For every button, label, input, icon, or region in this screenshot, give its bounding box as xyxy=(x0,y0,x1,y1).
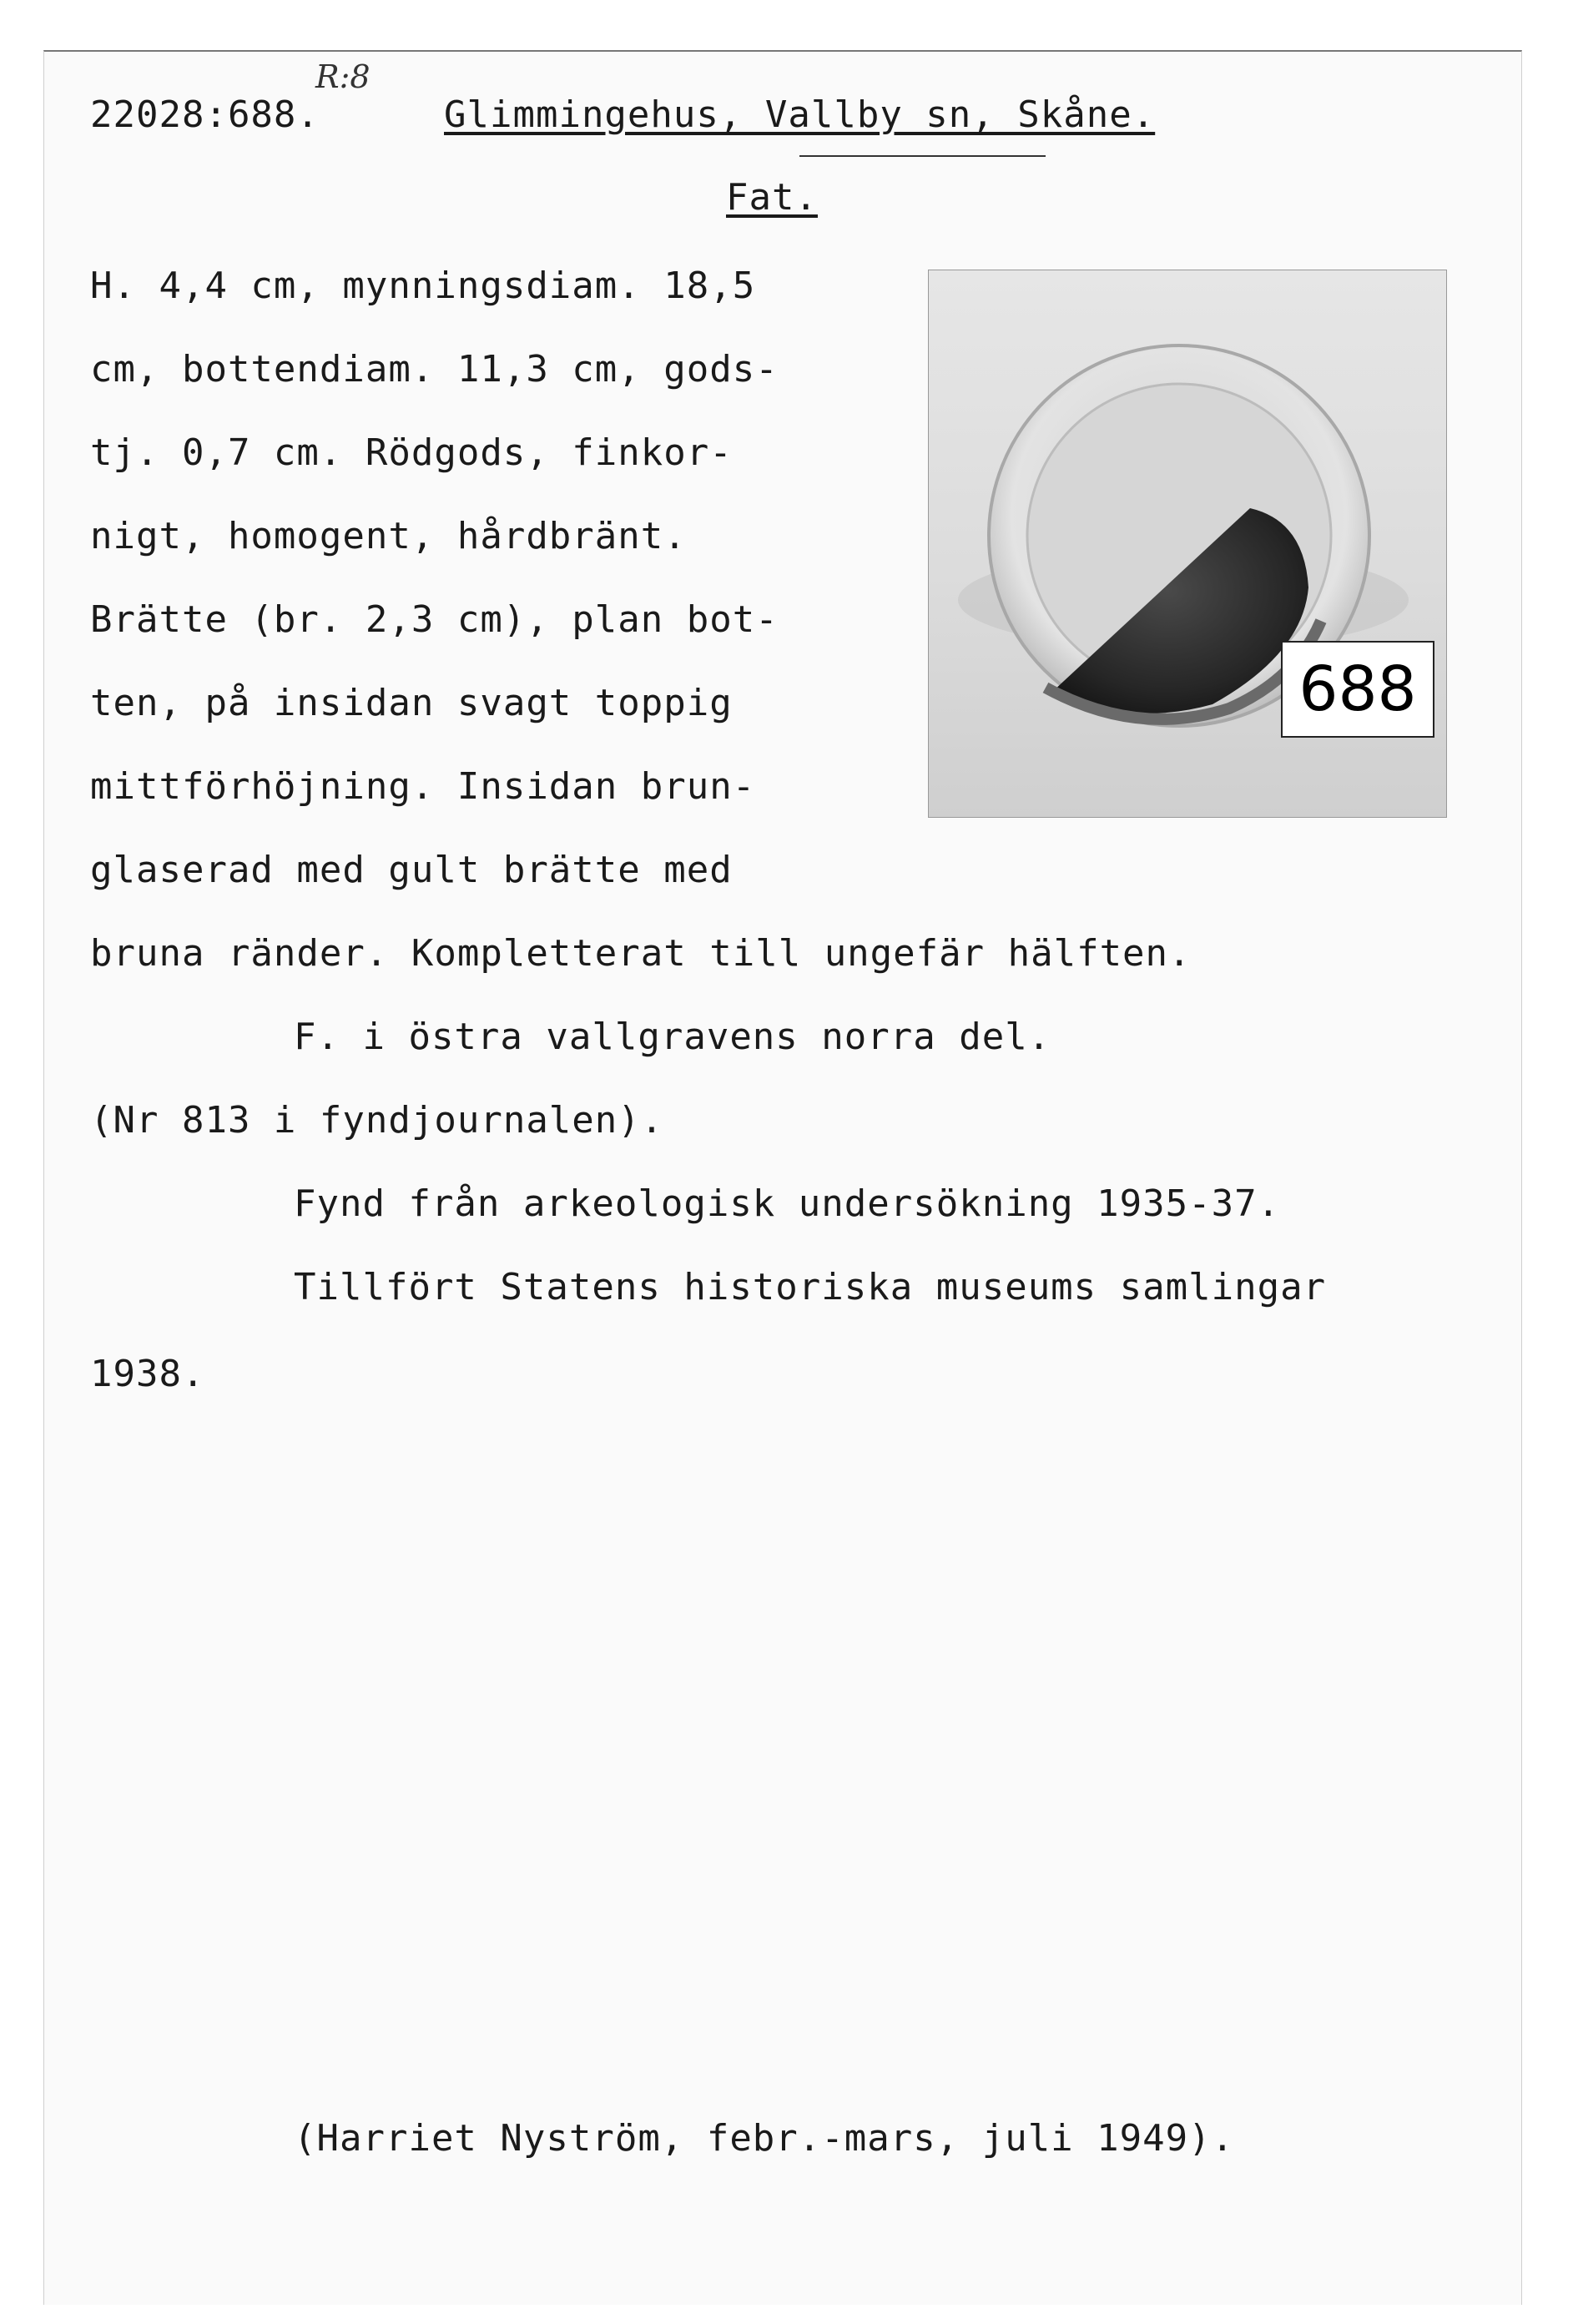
description-line: cm, bottendiam. 11,3 cm, gods- xyxy=(90,348,779,391)
description-line: mittförhöjning. Insidan brun- xyxy=(90,765,756,808)
description-line: glaserad med gult brätte med xyxy=(90,849,733,891)
catalog-number: 22028:688. xyxy=(90,93,320,136)
description-line: bruna ränder. Kompletterat till ungefär hälften. xyxy=(90,932,1192,975)
handwritten-note: R:8 xyxy=(315,58,371,95)
excavation-note: Fynd från arkeologisk undersökning 1935-37. xyxy=(294,1182,1281,1225)
heading-rule xyxy=(799,155,1046,157)
description-line: tj. 0,7 cm. Rödgods, finkor- xyxy=(90,431,733,474)
description-line: H. 4,4 cm, mynningsdiam. 18,5 xyxy=(90,265,756,307)
description-line: Brätte (br. 2,3 cm), plan bot- xyxy=(90,598,779,641)
object-type: Fat. xyxy=(726,176,818,219)
description-line: ten, på insidan svagt toppig xyxy=(90,682,733,724)
object-number-tag: 688 xyxy=(1281,641,1434,738)
journal-reference: (Nr 813 i fyndjournalen). xyxy=(90,1099,664,1142)
description-line: nigt, homogent, hårdbränt. xyxy=(90,515,687,557)
find-place: F. i östra vallgravens norra del. xyxy=(294,1016,1051,1058)
location-heading: Glimmingehus, Vallby sn, Skåne. xyxy=(444,93,1156,136)
accession-note: Tillfört Statens historiska museums samlingar xyxy=(294,1266,1327,1308)
accession-year: 1938. xyxy=(90,1353,205,1395)
author-signature: (Harriet Nyström, febr.-mars, juli 1949). xyxy=(294,2117,1235,2160)
